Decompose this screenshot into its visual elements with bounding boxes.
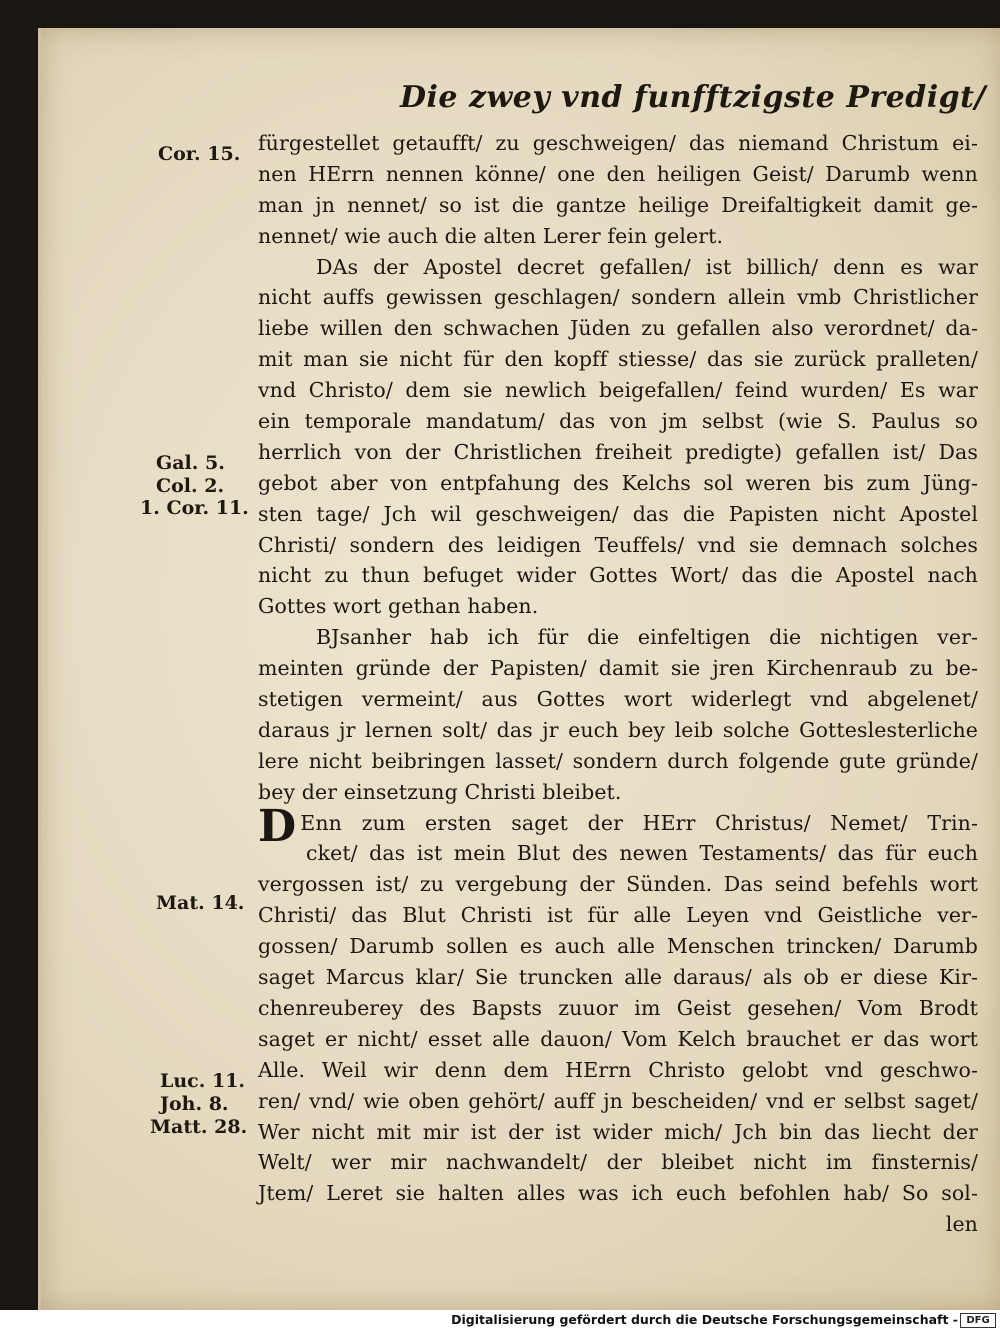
body-text bbox=[258, 128, 978, 1240]
text-line: ren/ vnd/ wie oben gehört/ auff jn bescheiden/ vnd er selbst saget/ bbox=[258, 1088, 978, 1113]
margin-note: Gal. 5. bbox=[156, 452, 225, 474]
text-line: Jtem/ Leret sie halten alles was ich euch befohlen hab/ So sol- bbox=[258, 1181, 978, 1206]
text-line: nicht zu thun befuget wider Gottes Wort/ das die Apostel nach bbox=[258, 563, 978, 588]
text-line: vnd Christo/ dem sie newlich beigefallen/ feind wurden/ Es war bbox=[258, 378, 978, 403]
text-line: Christi/ sondern des leidigen Teuffels/ vnd sie demnach solches bbox=[258, 532, 978, 557]
text-line: Alle. Weil wir denn dem HErrn Christo gelobt vnd geschwo- bbox=[258, 1057, 978, 1082]
drop-initial: D bbox=[258, 800, 297, 852]
text-line: fürgestellet getaufft/ zu geschweigen/ das niemand Christum ei- bbox=[258, 131, 978, 155]
margin-note: Matt. 28. bbox=[150, 1116, 248, 1138]
margin-note: Cor. 15. bbox=[158, 143, 241, 165]
text-line bbox=[258, 800, 978, 852]
margin-note: 1. Cor. 11. bbox=[140, 497, 249, 519]
margin-note: Joh. 8. bbox=[160, 1093, 229, 1115]
text-line: nen HErrn nennen könne/ one den heiligen Geist/ Darumb wenn bbox=[258, 161, 978, 186]
page-header: Die zwey vnd funfftzigste Predigt/ bbox=[400, 80, 986, 115]
text-line: man jn nennet/ so ist die gantze heilige Dreifaltigkeit damit ge- bbox=[258, 192, 978, 217]
text-line: Welt/ wer mir nachwandelt/ der bleibet nicht im finsternis/ bbox=[258, 1150, 978, 1175]
funding-credit: Digitalisierung gefördert durch die Deutsche Forschungsgemeinschaft - bbox=[451, 1312, 958, 1327]
text-line-content: Enn zum ersten saget der HErr Christus/ Nemet/ Trin- bbox=[300, 810, 978, 835]
dfg-logo-icon[interactable]: DFG bbox=[960, 1313, 996, 1328]
text-line: chenreuberey des Bapsts zuuor im Geist gesehen/ Vom Brodt bbox=[258, 995, 978, 1020]
footer-bar bbox=[0, 1310, 1000, 1330]
text-line: daraus jr lernen solt/ das jr euch bey leib solche Gotteslesterliche bbox=[258, 717, 978, 742]
text-line: DAs der Apostel decret gefallen/ ist billich/ denn es war bbox=[316, 254, 978, 279]
text-line: saget Marcus klar/ Sie truncken alle daraus/ als ob er diese Kir- bbox=[258, 965, 978, 990]
text-line: stetigen vermeint/ aus Gottes wort widerlegt vnd abgelenet/ bbox=[258, 687, 978, 712]
margin-note: Mat. 14. bbox=[156, 892, 245, 914]
text-line: meinten gründe der Papisten/ damit sie jren Kirchenraub zu be- bbox=[258, 656, 978, 681]
text-line: cket/ das ist mein Blut des newen Testaments/ das für euch bbox=[306, 841, 978, 866]
catchword: len bbox=[945, 1212, 978, 1237]
text-line: vergossen ist/ zu vergebung der Sünden. Das seind befehls wort bbox=[258, 872, 978, 897]
text-line: Christi/ das Blut Christi ist für alle Leyen vnd Geistliche ver- bbox=[258, 903, 978, 928]
text-line: liebe willen den schwachen Jüden zu gefallen also verordnet/ da- bbox=[258, 316, 978, 341]
text-line: gebot aber von entpfahung des Kelchs sol weren bis zum Jüng- bbox=[258, 470, 978, 495]
margin-note: Col. 2. bbox=[156, 475, 225, 497]
text-line: BJsanher hab ich für die einfeltigen die nichtigen ver- bbox=[316, 625, 978, 650]
text-line: sten tage/ Jch wil geschweigen/ das die Papisten nicht Apostel bbox=[258, 501, 978, 526]
text-line: gossen/ Darumb sollen es auch alle Menschen trincken/ Darumb bbox=[258, 934, 978, 959]
text-line: nennet/ wie auch die alten Lerer fein gelert. bbox=[258, 223, 724, 248]
text-line: bey der einsetzung Christi bleibet. bbox=[258, 779, 622, 804]
text-line: nicht auffs gewissen geschlagen/ sondern allein vmb Christlicher bbox=[258, 285, 978, 310]
text-line: saget er nicht/ esset alle dauon/ Vom Kelch brauchet er das wort bbox=[258, 1026, 978, 1051]
text-line: herrlich von der Christlichen freiheit predigte) gefallen ist/ Das bbox=[258, 439, 978, 464]
text-line: Gottes wort gethan haben. bbox=[258, 594, 539, 619]
text-line: Wer nicht mit mir ist der ist wider mich/ Jch bin das liecht der bbox=[258, 1119, 978, 1144]
margin-note: Luc. 11. bbox=[160, 1070, 246, 1092]
text-line: lere nicht beibringen lasset/ sondern durch folgende gute gründe/ bbox=[258, 748, 978, 773]
text-line: mit man sie nicht für den kopff stiesse/ das sie zurück pralleten/ bbox=[258, 347, 978, 372]
text-line: ein temporale mandatum/ das von jm selbst (wie S. Paulus so bbox=[258, 409, 978, 434]
